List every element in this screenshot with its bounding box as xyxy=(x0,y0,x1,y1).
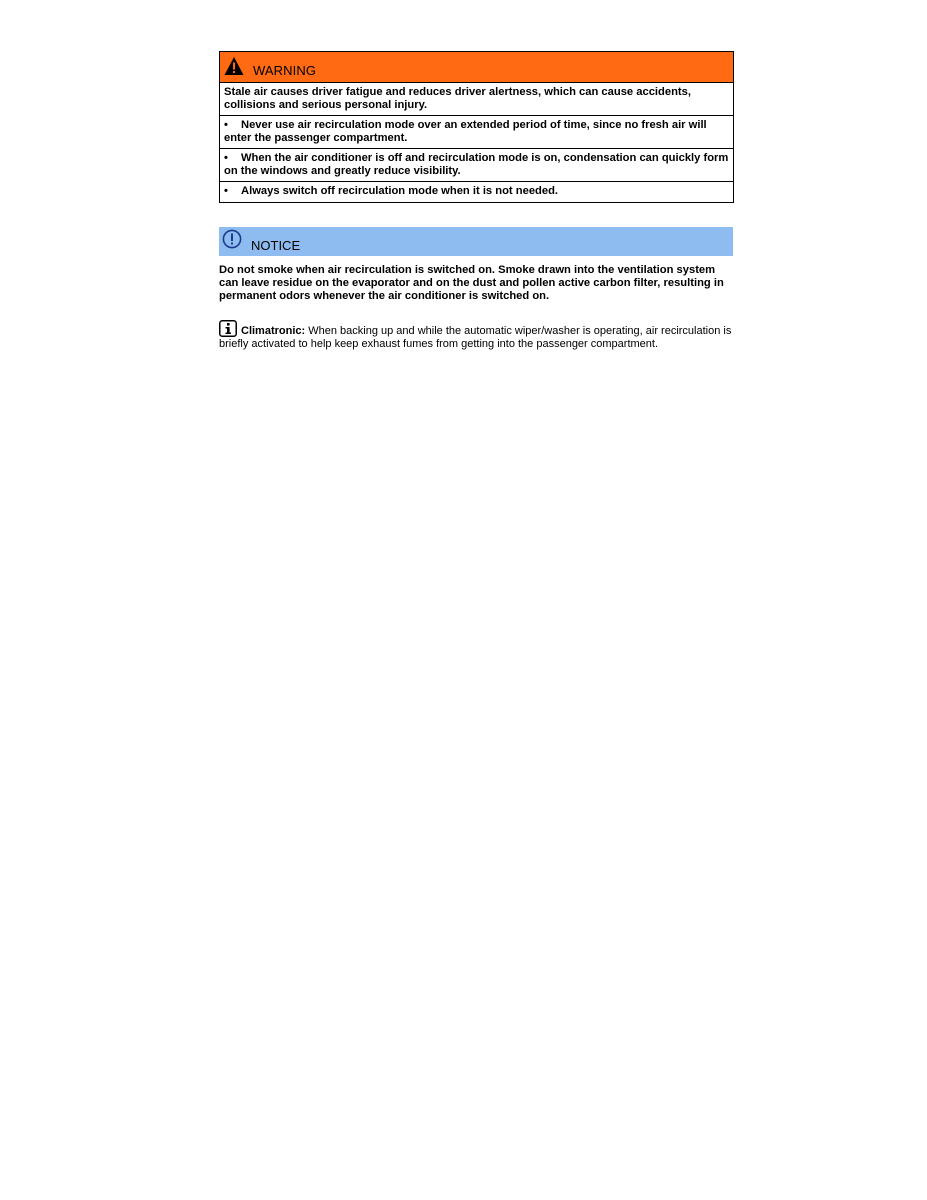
bullet-glyph: • xyxy=(224,185,228,197)
warning-body xyxy=(220,83,733,202)
bullet-glyph: • xyxy=(224,119,228,131)
warning-triangle-icon xyxy=(224,56,244,76)
warning-bullet xyxy=(220,182,733,200)
bullet-glyph: • xyxy=(224,152,228,164)
exclamation-circle-icon xyxy=(222,229,242,249)
info-block xyxy=(219,320,734,351)
notice-body: Do not smoke when air recirculation is switched on. Smoke drawn into the ventilation system can leave residue on the evaporator and on the dust and pollen active carbon filter, resulting in permanent odors whenever the air conditioner is switched on. xyxy=(219,264,724,302)
warning-bullet-text: When the air conditioner is off and recirculation mode is on, condensation can quickly form on the windows and greatly reduce visibility. xyxy=(224,152,729,177)
warning-bullet-text: Never use air recirculation mode over an extended period of time, since no fresh air will enter the passenger compartment. xyxy=(224,119,707,144)
warning-header xyxy=(220,52,733,83)
info-lead: Climatronic: xyxy=(241,325,306,337)
notice-header xyxy=(219,227,733,256)
warning-bullet xyxy=(220,116,733,149)
warning-intro: Stale air causes driver fatigue and reduces driver alertness, which can cause accidents, collisions and serious personal injury. xyxy=(220,85,733,116)
warning-box xyxy=(219,51,734,203)
page-content xyxy=(219,51,734,351)
notice-title: NOTICE xyxy=(251,238,301,253)
info-icon xyxy=(219,320,237,337)
warning-title: WARNING xyxy=(253,63,317,78)
warning-bullet-text: Always switch off recirculation mode when it is not needed. xyxy=(241,185,559,197)
info-text: When backing up and while the automatic wiper/washer is operating, air recirculation is briefly activated to help keep exhaust fumes from getting into the passenger compartment. xyxy=(219,325,732,350)
warning-bullet xyxy=(220,149,733,182)
